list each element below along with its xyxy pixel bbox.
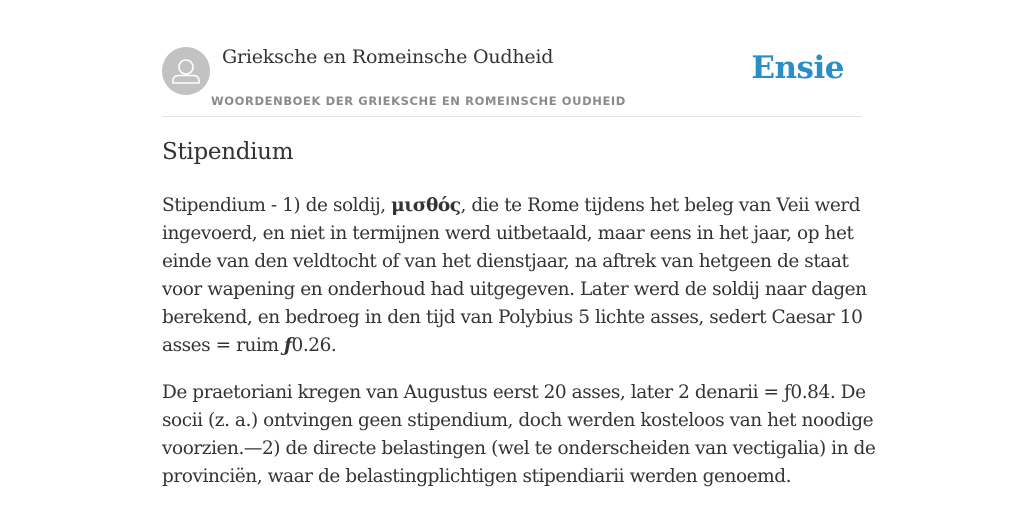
paragraph-1-text-b: , die te Rome tijdens het beleg van Veii werd ingevoerd, en niet in termijnen werd uitbetaald, maar eens in het jaar, op het einde van den veldtocht of van het dienstjaar, na aftrek van hetgeen de staat voor wapening en onderhoud had uitgegeven. Later werd de soldij naar dagen berekend, en bedroeg in den tijd van Polybius 5 lichte asses, sedert Caesar 10 asses = ruim bbox=[162, 195, 867, 356]
source-avatar[interactable] bbox=[162, 47, 210, 95]
source-header bbox=[162, 40, 862, 117]
user-icon bbox=[162, 47, 210, 95]
ensie-logo-link[interactable]: Ensie bbox=[751, 50, 844, 86]
paragraph-1-text-a: Stipendium - 1) de soldij, bbox=[162, 195, 392, 216]
entry-body bbox=[162, 192, 878, 510]
source-title[interactable]: Grieksche en Romeinsche Oudheid bbox=[222, 46, 554, 68]
entry-paragraph-2: De praetoriani kregen van Augustus eerst 20 asses, later 2 denarii = ƒ0.84. De socii (z. a.) ontvingen geen stipendium, doch werden kosteloos van het noodige voorzien.—2) de directe belastingen (wel te onderscheiden van vectigalia) in de provinciën, waar de belastingplichtigen stipendiarii werden genoemd. bbox=[162, 382, 876, 487]
greek-term: μισθός bbox=[391, 195, 461, 216]
entry-title: Stipendium bbox=[162, 139, 294, 165]
paragraph-1-text-c: 0.26. bbox=[291, 335, 337, 356]
guilder-sign: ƒ bbox=[283, 335, 292, 356]
entry-paragraph-1 bbox=[162, 192, 878, 360]
source-subtitle: WOORDENBOEK DER GRIEKSCHE EN ROMEINSCHE OUDHEID bbox=[211, 94, 626, 108]
